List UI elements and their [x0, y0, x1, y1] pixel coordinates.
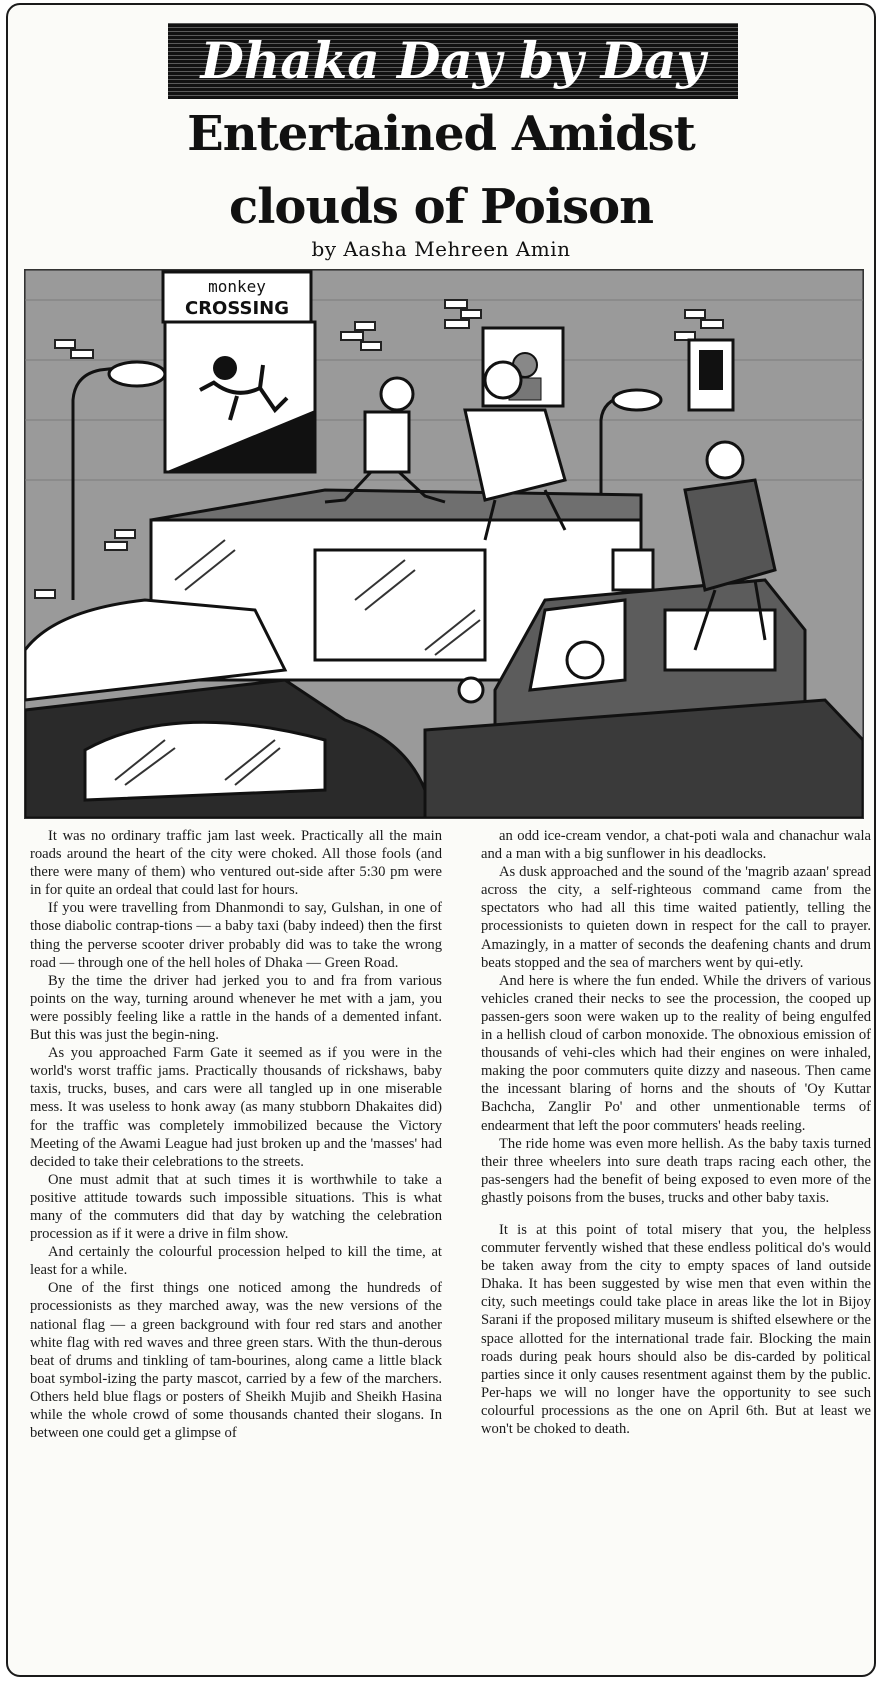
- cartoon-drawing: [25, 270, 863, 818]
- paragraph: One of the first things one noticed among the hundreds of processionists as they marched away, was the new versions of the national flag — a green background with four red stars and another white flag with red waves and three green stars. With the thun-derous beat of drums and tinkling of tam-bourines, along came a little black boat symbol-izing the party mascot, carried by a few of the marchers. Others held blue flags or posters of Sheikh Mujib and Sheikh Hasina while the whole crowd of some thousands chanted their slogans. In between one could get a glimpse of: [30, 1280, 442, 1442]
- paragraph: As you approached Farm Gate it seemed as if you were in the world's worst traffic jams. Practically thousands of rickshaws, baby taxis, trucks, buses, and cars were all tangled up in one miserable mess. It was useless to honk away (as many stubborn Dhakaites did) for the traffic was completely immobilized because the Victory Meeting of the Awami League had just broken up and the 'masses' had decided to take their celebrations to the streets.: [30, 1045, 442, 1170]
- paragraph: The ride home was even more hellish. As the baby taxis turned their three wheelers into sure death traps racing each other, the pas-sengers had the benefit of being exposed to even more of the ghastly poisons from the buses, trucks and other baby taxis.: [481, 1135, 871, 1206]
- paragraph: It was no ordinary traffic jam last week. Practically all the main roads around the heart of the city were choked. All those fools (and there were many of them) who ventured out-side after 5:30 pm were in for quite an ordeal that could last for hours.: [30, 828, 442, 899]
- paragraph: And certainly the colourful procession helped to kill the time, at least for a while.: [30, 1244, 442, 1279]
- cartoon-illustration: [24, 269, 864, 819]
- column-title: Dhaka Day by Day: [200, 31, 706, 90]
- paragraph: an odd ice-cream vendor, a chat-poti wala and chanachur wala and a man with a big sunflower in his deadlocks.: [481, 828, 871, 863]
- paragraph: It is at this point of total misery that you, the helpless commuter fervently wished that these endless political do's would be taken away from the city to empty spaces of land outside Dhaka. It has been suggested by wise men that even within the city, such meetings could take place in areas like the lot in Bijoy Sarani if the proposed military museum is shifted elsewhere or the space allotted for the international trade fair. Blocking the main roads during peak hours should also be dis-carded by political parties since it only causes resentment against them by the public. Per-haps we will no longer have the opportunity to see such colourful processions as the one on April 6th. But at least we won't be choked to death.: [481, 1221, 871, 1437]
- column-banner: [168, 23, 738, 99]
- sign-text-top: monkey: [208, 277, 266, 296]
- sign-text-bottom: CROSSING: [184, 298, 290, 319]
- paragraph: By the time the driver had jerked you to and fra from various points on the way, turning around whenever he met with a jam, you were possibly feeling like a rattle in the hands of a demented infant. But this was just the begin-ning.: [30, 972, 442, 1044]
- monkey-crossing-sign: [163, 272, 315, 472]
- newspaper-clipping: [6, 3, 876, 1677]
- headline-line-1: Entertained Amidst: [187, 106, 695, 162]
- paragraph: And here is where the fun ended. While the drivers of various vehicles craned their necks to see the procession, the cooped up passen-gers soon were waken up to the reality of being engulfed in a hellish cloud of carbon monoxide. The obnoxious emission of thousands of vehi-cles which had their engines on were inhaled, making the poor commuters quite dizzy and naseous. Then came the incessant blaring of horns and the shouts of 'Oy Kuttar Bachcha, Zanglir Po' and other unmentionable terms of endearment that left the poor commuters' heads reeling.: [481, 972, 871, 1134]
- article-column-right: [481, 827, 871, 1438]
- byline: by Aasha Mehreen Amin: [311, 237, 571, 261]
- paragraph: One must admit that at such times it is worthwhile to take a positive attitude towards such impossible situations. This is what many of the commuters did that day by watching the celebration procession as if it were a drive in film show.: [30, 1171, 442, 1243]
- paragraph: As dusk approached and the sound of the 'magrib azaan' spread across the city, a self-righteous command came from the spectators who had all this time waited patiently, telling the processionists to quieten down in respect for the call to prayer. Amazingly, in a matter of seconds the deafening chants and drum beats stopped and the sea of marchers went by qui-etly.: [481, 864, 871, 971]
- paragraph: If you were travelling from Dhanmondi to say, Gulshan, in one of those diabolic contrap-tions — a baby taxi (baby indeed) then the first thing the perverse scooter driver probably did was to take the wrong road — through one of the hell holes of Dhaka — Green Road.: [30, 900, 442, 971]
- article-column-left: [30, 827, 442, 1442]
- headline-line-2: clouds of Poison: [228, 179, 654, 235]
